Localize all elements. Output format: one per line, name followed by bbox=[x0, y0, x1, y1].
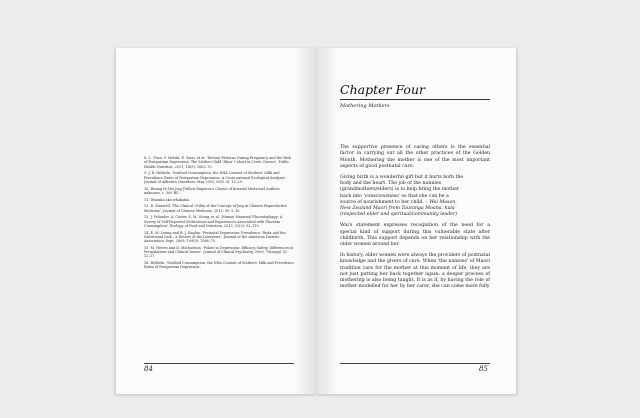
endnotes-list bbox=[144, 156, 294, 272]
right-gutter-shadow bbox=[316, 48, 338, 394]
right-page-number: 85 bbox=[479, 365, 488, 373]
chapter-body bbox=[340, 145, 490, 295]
endnote: 9. J. R. Hibbeln. 'Seafood Consumption, the DHA Content of Mothers' Milk and Prevalence Rates of Postpartum Depression: A Cross-national Ecological Analysis'. Journal of Affective Disorders, May 2002; 69(1–3): 15–29. bbox=[144, 171, 287, 184]
left-folio-rule bbox=[144, 363, 294, 364]
chapter-subtitle: Mothering Mothers bbox=[340, 103, 390, 109]
chapter-title: Chapter Four bbox=[340, 82, 425, 97]
endnote: 10. Huang Di Nei Jing [Yellow Emperor's Classic of Internal Medicine] Authors unknown. c. 300 BC. bbox=[144, 186, 280, 195]
endnote: 16. Hibbeln. 'Seafood Consumption, the DHA Content of Mothers' Milk and Prevalence Rates of Postpartum Depression'. bbox=[144, 261, 294, 270]
open-book bbox=[116, 48, 516, 394]
endnote: 8. L. Chen, V. Melski, E. Sarri, et al. 'Dietary Patterns During Pregnancy and the Risk of Postpartum Depression: The Mother-Child 'Rhea' Cohort in Crete, Greece'. Public Health Nutrition, 2011; 14(9): 1663–70. bbox=[144, 156, 291, 169]
chapter-rule bbox=[340, 99, 490, 100]
endnote: 13. J. Felander, A. Caster, S. M. Young, et al. 'Human Maternal Placentophagy: A Survey of Self-Reported Motivations and Experiences Associated with Placenta Consumption'. Ecology of Food and Nutrition, 2013; 52(2): 93–115. bbox=[144, 215, 283, 228]
right-folio-rule bbox=[340, 363, 490, 364]
paragraph: Wai's statement expresses recognition of the need for a special kind of support during this vulnerable state after childbirth. This support depends on her relationship with the older women around her. bbox=[340, 223, 490, 248]
endnote: 15. M. Hewes and D. Michaelson. 'Folate in Depression: Efficacy, Safety, Differences in Formulations and Clinical Issues'. Journal of Clinical Psychiatry, 2009; 70(suppl. 5): 12–17. bbox=[144, 245, 294, 259]
left-page-number: 84 bbox=[144, 365, 153, 373]
block-quote bbox=[340, 175, 466, 219]
paragraph: In history, older women were always the providers of postnatal knowledge and the givers of care. When 'the nannies' of Maori tradition care for the mother at this moment of life, they are not just putting her back together again: a deeper process of mothering is also being taught. It is as if, by having the role of mother modelled for her by her carer, she can come more fully bbox=[340, 252, 490, 290]
endnote: 14. E. M. Leung and B. J. Kaplan. 'Perinatal Depression: Prevalence, Risks and the Nutritional Link – a Review of the Literature'. Journal of the American Dietetic Association, Sept. 2009; 109(9): 1566–75. bbox=[144, 230, 286, 244]
quote-attribution: Wai Mason, New Zealand Maori from Tauranga Moana, kuia (respected elder and spiritual/community leader) bbox=[340, 199, 458, 218]
endnote: 11. Wairaka aka whakahia. bbox=[144, 197, 191, 202]
right-page bbox=[316, 48, 516, 394]
quote-text: Giving birth is a wonderful gift but it hurts both the body and the heart. The job of the nannies (grandmothers/elders) is to help bring the mother back into 'consciousness' so that she can be a source of nourishment to her child. – bbox=[340, 174, 464, 205]
paragraph: The supportive presence of caring others is the essential factor in carrying out all the other practices of the Golden Month. Mothering the mother is one of the most important aspects of good postnatal care. bbox=[340, 145, 490, 169]
left-page bbox=[116, 48, 316, 394]
left-gutter-shadow bbox=[294, 48, 316, 394]
endnote: 12. D. Maxwell. 'The Clinical Utility of the Concept of Jing in Chinese Reproductive Medicine'. Journal of Chinese Medicine, 2013; 99: 5–10. bbox=[144, 204, 288, 213]
